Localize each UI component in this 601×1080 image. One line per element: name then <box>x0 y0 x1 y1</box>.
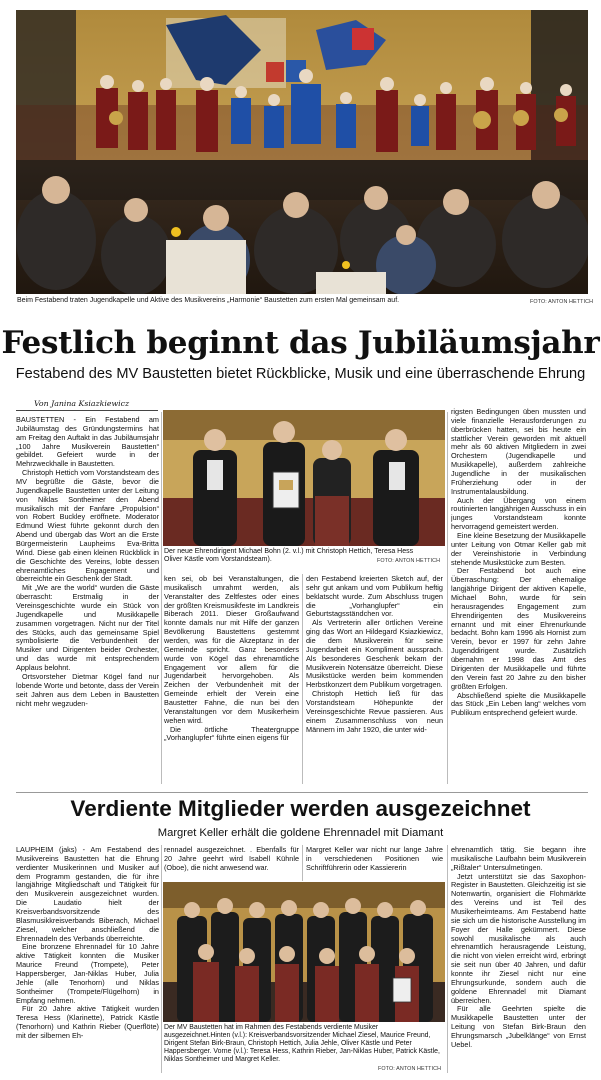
article-column-3 <box>306 575 443 787</box>
photo-caption: Beim Festabend traten Jugendkapelle und Aktive des Musikvereins „Harmonie“ Baustetten zum ersten Mal gemeinsam auf. <box>17 297 400 304</box>
paragraph: Eine bronzene Ehrennadel für 10 Jahre aktive Tätigkeit konnten die Musiker Maurice Freund (Trompete), Peter Happersberger, Jan-Niklas Huber, Julia Jehle (alle Tenorhorn) und Niklas Sontheimer (Trompete/Flügelhorn) in Empfang nehmen. <box>16 942 159 1005</box>
photo-credit: FOTO: ANTON HETTICH <box>377 558 441 564</box>
article-column-2 <box>164 575 299 787</box>
photo-caption: Der MV Baustetten hat im Rahmen des Festabends verdiente Musiker ausgezeichnet.Hinten (v.l.): Kreisverbandsvorsitzender Michael Ziesel, Maurice Freund, Dirigent Stefan Birk-Braun, Christoph Hettich, Julia Jehle, Oliver Kästle und Peter Happersberger. Vorne (v.l.): Teresa Hess, Kathrin Rieber, Jan-Niklas Huber, Patrick Kästle, Niklas Sontheimer und Margret Keller. <box>164 1024 440 1064</box>
subheadline: Festabend des MV Baustetten bietet Rückblicke, Musik und eine überraschende Ehrung <box>15 366 586 382</box>
paragraph: Für 20 Jahre aktive Tätigkeit wurden Teresa Hess (Klarinette), Patrick Kästle (Tenorhorn) und Kathrin Rieber (Querflöte) mit der silbernen Eh- <box>16 1004 159 1041</box>
paragraph: Ortsvorsteher Dietmar Kögel fand nur lobende Worte und betonte, dass der Verein seit Jahren aus dem Leben in Baustetten nicht mehr wegzuden- <box>16 671 159 708</box>
subheadline-2: Margret Keller erhält die goldene Ehrennadel mit Diamant <box>157 827 444 839</box>
paragraph: ehrenamtlich tätig. Sie begann ihre musikalische Laufbahn beim Musikverein „Rißtaler“ Untersulmetingen. <box>451 846 586 872</box>
section-divider <box>16 792 588 793</box>
column-rule <box>302 574 303 784</box>
byline: Von Janina Ksiazkiewicz <box>34 399 130 408</box>
photo-credit: FOTO: ANTON HETTICH <box>530 299 594 305</box>
paragraph: rennadel ausgezeichnet. . Ebenfalls für 20 Jahre geehrt wird Isabell Kühnle (Oboe), die nicht anwesend war. <box>164 846 299 872</box>
headline: Festlich beginnt das Jubiläumsjahr <box>1 325 600 361</box>
paragraph: Für alle Geehrten spielte die Musikkapelle Baustetten unter der Leitung von Stefan Birk-Braun den Ehrungsmarsch „Jubelklänge“ von Ernst Uebel. <box>451 1004 586 1049</box>
article2-column-4 <box>451 846 586 1074</box>
article-column-4 <box>451 408 586 787</box>
paragraph: Christoph Hettich vom Vorstandsteam des MV begrüßte die Gäste, bevor die Jugendkapelle Baustetten unter der Leitung von Niklas Sontheimer den Abend musikalisch mit der Fanfare „Propulsion“ von Robert Buckley eröffnete. Moderator Edmund Wiest führte gekonnt durch den Abend und übergab das Wort an die Erste Bürgermeisterin Laupheims Eva-Britta Wind. Diese gab einen kleinen Rückblick in die Geschichte des Vereins, lobte dessen ehrenamtliches Engagement und überreichte ein Geschenk der Stadt. <box>16 468 159 584</box>
column-rule <box>161 412 162 784</box>
paragraph: LAUPHEIM (jaks) - Am Festabend des Musikvereins Baustetten hat die Ehrung verdienter Musikerinnen und Musiker auf dem Programm gestanden, die für ihre langjährige Mitgliedschaft und Tätigkeit für den Musikverein ausgezeichnet wurden. Die Laudatio hielt der Kreisverbandsvorsitzende des Blasmusikkreisverbands Biberach, Michael Ziesel, welcher anschließend die Ehrennadeln des Verbands überreichte. <box>16 846 159 943</box>
column-rule <box>447 412 448 784</box>
concert-photo <box>16 10 588 294</box>
photo-caption: Der neue Ehrendirigent Michael Bohn (2. v.l.) mit Christoph Hettich, Teresa Hess Oliver Kästle vom Vorstandsteam). <box>164 548 414 564</box>
article-column-1 <box>16 416 159 787</box>
photo-credit: FOTO: ANTON HETTICH <box>378 1066 442 1072</box>
column-rule <box>161 845 162 1073</box>
paragraph: Abschließend spielte die Musikkapelle das Stück „Ein Leben lang“ welches vom Publikum entsprechend gefeiert wurde. <box>451 690 586 718</box>
paragraph: Die örtliche Theatergruppe „Vorhanglupfer“ führte einen eigens für <box>164 724 299 743</box>
column-rule <box>302 845 303 881</box>
paragraph: Der Festabend bot auch eine Überraschung: Der ehemalige langjährige Dirigent der aktiven Kapelle, Michael Bohn, wurde für sein herausragendes Engagement zum Ehrendirigenten des Musikvereins ernannt und mit einer Ehrenurkunde bedacht. Bohn kam 1996 als Hornist zum Verein, bevor er 1997 für zehn Jahre Jugenddirigent wurde. Zusätzlich übernahm er 1998 das Amt des Dirigenten der Musikkapelle und führte den Verein fast 20 Jahre zu den bisher größten Erfolgen. <box>451 566 586 691</box>
paragraph: den Festabend kreierten Sketch auf, der sehr gut ankam und vom Publikum heftig beklatscht wurde. Zum Abschluss trugen die „Vorhanglupfer“ ein Geburtstagsständchen vor. <box>306 575 443 619</box>
paragraph: Jetzt unterstützt sie das Saxophon-Register in Baustetten. Gleichzeitig ist sie Notenwartin, organisiert die Flohmärkte des Vereins und ist Teil des Musikerheimteams. Am Festabend hatte sie sich um die historische Ausstellung im Foyer der Halle gekümmert. Diese sowohl musikalische als auch ehrenamtlich herausragende Leistung, die nicht von vielen erreicht wird, erbringt sie seit nun über 40 Jahren, und dafür konnte ihr Ziesel nicht nur eine Ehrungsurkunde, sondern auch die goldene Ehrennadel mit Diamant überreichen. <box>451 871 586 1005</box>
honorary-conductor-photo <box>163 410 445 546</box>
article2-column-3 <box>306 846 443 882</box>
paragraph: Eine kleine Besetzung der Musikkapelle unter Leitung von Otmar Keller gab mit der Vereinshistorie in Verbindung stehende Musikstücke zum Besten. <box>451 531 586 567</box>
paragraph: Als Vertreterin aller örtlichen Vereine ging das Wort an Hildegard Ksiazkiewicz, die dem Musikverein für seine Jugendarbeit ein Kompliment aussprach. Als besonderes Geschenk bekam der Musikverein Notensätze überreicht. Diese Musikstücke werden beim kommenden Herbstkonzert dem Publikum vorgetragen. <box>306 618 443 690</box>
paragraph: Margret Keller war nicht nur lange Jahre in verschiedenen Positionen wie Schriftführerin oder Kassiererin <box>306 846 443 872</box>
paragraph: Mit „We are the world“ wurden die Gäste überrascht: Erstmalig in der Vereinsgeschichte wurde ein Stück von Jugendkapelle und Musikkapelle zusammen vorgetragen. Nicht nur der Titel des Stücks, auch das gemeinsame Spiel symbolisierte die Verbundenheit der Musiker und Dirigenten beider Orchester, und das wurde mit entsprechendem Applaus belohnt. <box>16 583 159 673</box>
paragraph: Auch der Übergang von einem routinierten langjährigen Ausschuss in ein junges Vorstandsteam konnte hervorragend gemeistert werden. <box>451 495 586 532</box>
paragraph: rigsten Bedingungen üben mussten und viele finanzielle Herausforderungen zu überbrücken hatten, sei bis heute ein stattlicher Verein geworden mit aktuell mehr als 60 aktiven Mitgliedern in zwei Orchestern (Jugendkapelle und Musikkapelle), außerdem zahlreiche Jugendliche in der musikalischen Früherziehung oder in der Instrumentalausbildung. <box>451 408 586 496</box>
column-rule <box>447 845 448 1073</box>
honorees-group-photo <box>163 882 445 1022</box>
paragraph: BAUSTETTEN - Ein Festabend am Jubiläumstag des Gründungstermins hat am Freitag den Auftakt in das Jubiläumsjahr „100 Jahre Musikverein Baustetten“ gebildet. Gefeiert wurde in der Mehrzweckhalle in Baustetten. <box>16 416 159 469</box>
article2-column-1 <box>16 846 159 1072</box>
headline-2: Verdiente Mitglieder werden ausgezeichnet <box>70 796 531 821</box>
byline-rule <box>16 410 158 411</box>
article2-column-2 <box>164 846 299 882</box>
paragraph: ken sei, ob bei Veranstaltungen, die musikalisch umrahmt werden, als Veranstalter des Zeltfestes oder eines der größten Kreismusikfeste im Landkreis Biberach 2011. Dieser Großaufwand konnte damals nur mit Hilfe der ganzen Bevölkerung Baustettens gestemmt werden, was für die Akzeptanz in der Gemeinde spricht. Ganz besonders wurde von Kögel das ehrenamtliche Engagement vor allem für die Jugendarbeit hervorgehoben. Als Zeichen der Verbundenheit mit der Gemeinde erhielt der Verein eine Baustetter Fahne, die nun bei den Veranstaltungen vor dem Musikerheim wehen wird. <box>164 575 299 725</box>
paragraph: Christoph Hettich ließ für das Vorstandsteam Höhepunkte der Vereinsgeschichte Revue passieren. Aus einem Zusammenschluss von neun Männern im Jahr 1920, die unter wid- <box>306 689 443 734</box>
